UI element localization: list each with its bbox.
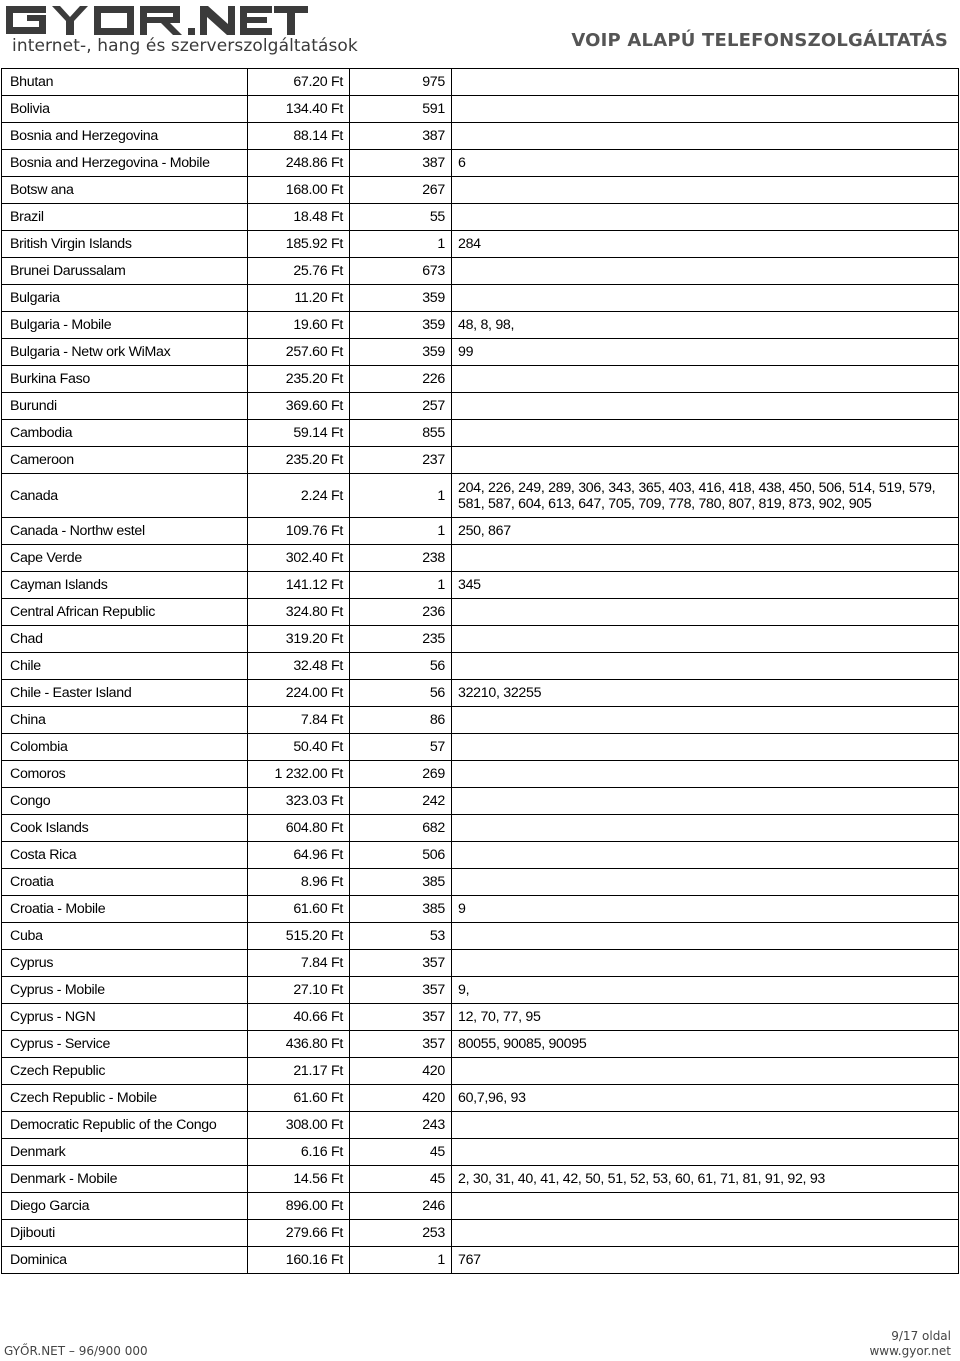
table-row [2, 950, 959, 977]
table-row [2, 123, 959, 150]
price-cell: 1 232.00 Ft [248, 761, 350, 788]
prefixes-cell: 767 [452, 1247, 959, 1274]
country-cell: Cyprus [2, 950, 248, 977]
country-code-cell: 235 [350, 626, 452, 653]
document-title: VOIP ALAPÚ TELEFONSZOLGÁLTATÁS [571, 30, 948, 51]
prefixes-cell [452, 96, 959, 123]
country-cell: Bosnia and Herzegovina [2, 123, 248, 150]
country-code-cell: 506 [350, 842, 452, 869]
country-code-cell: 57 [350, 734, 452, 761]
prefixes-cell: 80055, 90085, 90095 [452, 1031, 959, 1058]
table-row [2, 599, 959, 626]
price-cell: 7.84 Ft [248, 707, 350, 734]
prefixes-cell: 9, [452, 977, 959, 1004]
country-code-cell: 420 [350, 1085, 452, 1112]
prefixes-cell: 99 [452, 339, 959, 366]
prefixes-cell: 2, 30, 31, 40, 41, 42, 50, 51, 52, 53, 60, 61, 71, 81, 91, 92, 93 [452, 1166, 959, 1193]
country-code-cell: 359 [350, 312, 452, 339]
price-cell: 515.20 Ft [248, 923, 350, 950]
price-cell: 257.60 Ft [248, 339, 350, 366]
country-code-cell: 226 [350, 366, 452, 393]
country-code-cell: 269 [350, 761, 452, 788]
country-cell: Bolivia [2, 96, 248, 123]
price-cell: 59.14 Ft [248, 420, 350, 447]
country-cell: Denmark [2, 1139, 248, 1166]
country-code-cell: 359 [350, 339, 452, 366]
price-cell: 235.20 Ft [248, 366, 350, 393]
prefixes-cell: 9 [452, 896, 959, 923]
country-code-cell: 53 [350, 923, 452, 950]
country-code-cell: 86 [350, 707, 452, 734]
table-row [2, 1112, 959, 1139]
table-row [2, 1193, 959, 1220]
price-cell: 11.20 Ft [248, 285, 350, 312]
table-row [2, 545, 959, 572]
prefixes-cell [452, 1058, 959, 1085]
country-cell: Bulgaria - Mobile [2, 312, 248, 339]
prefixes-cell [452, 545, 959, 572]
table-row [2, 231, 959, 258]
country-code-cell: 1 [350, 518, 452, 545]
country-code-cell: 387 [350, 123, 452, 150]
country-cell: Congo [2, 788, 248, 815]
price-cell: 6.16 Ft [248, 1139, 350, 1166]
price-cell: 50.40 Ft [248, 734, 350, 761]
country-cell: Chile - Easter Island [2, 680, 248, 707]
country-cell: British Virgin Islands [2, 231, 248, 258]
country-cell: Colombia [2, 734, 248, 761]
country-cell: Brunei Darussalam [2, 258, 248, 285]
price-cell: 40.66 Ft [248, 1004, 350, 1031]
country-code-cell: 243 [350, 1112, 452, 1139]
table-row [2, 653, 959, 680]
prefixes-cell: 48, 8, 98, [452, 312, 959, 339]
country-code-cell: 1 [350, 1247, 452, 1274]
country-cell: Bosnia and Herzegovina - Mobile [2, 150, 248, 177]
prefixes-cell [452, 258, 959, 285]
country-cell: Czech Republic [2, 1058, 248, 1085]
country-code-cell: 56 [350, 653, 452, 680]
country-code-cell: 975 [350, 69, 452, 96]
table-row [2, 96, 959, 123]
table-row [2, 923, 959, 950]
prefixes-cell [452, 869, 959, 896]
table-row [2, 977, 959, 1004]
country-code-cell: 357 [350, 950, 452, 977]
logo-tagline: internet-, hang és szerverszolgáltatások [12, 36, 358, 56]
country-cell: Cape Verde [2, 545, 248, 572]
country-code-cell: 673 [350, 258, 452, 285]
country-cell: Bulgaria [2, 285, 248, 312]
price-cell: 224.00 Ft [248, 680, 350, 707]
prefixes-cell: 60,7,96, 93 [452, 1085, 959, 1112]
country-code-cell: 357 [350, 1004, 452, 1031]
table-row [2, 69, 959, 96]
country-cell: Chad [2, 626, 248, 653]
price-cell: 64.96 Ft [248, 842, 350, 869]
table-row [2, 1220, 959, 1247]
country-cell: Canada - Northw estel [2, 518, 248, 545]
price-cell: 141.12 Ft [248, 572, 350, 599]
prefixes-cell: 32210, 32255 [452, 680, 959, 707]
country-code-cell: 253 [350, 1220, 452, 1247]
prefixes-cell: 12, 70, 77, 95 [452, 1004, 959, 1031]
prefixes-cell [452, 599, 959, 626]
table-row [2, 285, 959, 312]
prefixes-cell [452, 923, 959, 950]
table-row [2, 1085, 959, 1112]
table-row [2, 518, 959, 545]
country-cell: Brazil [2, 204, 248, 231]
footer-right [869, 1329, 951, 1359]
country-cell: Cuba [2, 923, 248, 950]
country-cell: Chile [2, 653, 248, 680]
table-row [2, 842, 959, 869]
price-cell: 109.76 Ft [248, 518, 350, 545]
prefixes-cell [452, 626, 959, 653]
country-cell: Central African Republic [2, 599, 248, 626]
country-cell: Bulgaria - Netw ork WiMax [2, 339, 248, 366]
price-cell: 32.48 Ft [248, 653, 350, 680]
prefixes-cell [452, 447, 959, 474]
country-code-cell: 387 [350, 150, 452, 177]
price-cell: 134.40 Ft [248, 96, 350, 123]
country-code-cell: 267 [350, 177, 452, 204]
price-cell: 436.80 Ft [248, 1031, 350, 1058]
prefixes-cell [452, 69, 959, 96]
price-cell: 279.66 Ft [248, 1220, 350, 1247]
country-code-cell: 855 [350, 420, 452, 447]
table-row [2, 393, 959, 420]
price-cell: 14.56 Ft [248, 1166, 350, 1193]
country-cell: Croatia [2, 869, 248, 896]
country-cell: Democratic Republic of the Congo [2, 1112, 248, 1139]
country-cell: Bhutan [2, 69, 248, 96]
country-cell: Czech Republic - Mobile [2, 1085, 248, 1112]
price-cell: 88.14 Ft [248, 123, 350, 150]
prefixes-cell [452, 204, 959, 231]
table-row [2, 204, 959, 231]
price-cell: 369.60 Ft [248, 393, 350, 420]
country-cell: China [2, 707, 248, 734]
price-cell: 248.86 Ft [248, 150, 350, 177]
table-row [2, 312, 959, 339]
country-code-cell: 420 [350, 1058, 452, 1085]
country-cell: Cambodia [2, 420, 248, 447]
country-code-cell: 357 [350, 1031, 452, 1058]
prefixes-cell [452, 285, 959, 312]
country-cell: Costa Rica [2, 842, 248, 869]
price-cell: 160.16 Ft [248, 1247, 350, 1274]
country-code-cell: 246 [350, 1193, 452, 1220]
price-cell: 896.00 Ft [248, 1193, 350, 1220]
country-cell: Dominica [2, 1247, 248, 1274]
prefixes-cell [452, 1112, 959, 1139]
prefixes-cell [452, 1220, 959, 1247]
prefixes-cell [452, 1193, 959, 1220]
prefixes-cell: 250, 867 [452, 518, 959, 545]
price-cell: 323.03 Ft [248, 788, 350, 815]
country-code-cell: 385 [350, 896, 452, 923]
prefixes-cell [452, 761, 959, 788]
price-cell: 18.48 Ft [248, 204, 350, 231]
prefixes-cell [452, 707, 959, 734]
price-cell: 25.76 Ft [248, 258, 350, 285]
prefixes-cell [452, 815, 959, 842]
country-code-cell: 357 [350, 977, 452, 1004]
table-row [2, 150, 959, 177]
page-number: 9/17 oldal [891, 1329, 951, 1343]
price-cell: 324.80 Ft [248, 599, 350, 626]
rates-table [1, 68, 959, 1274]
table-row [2, 1031, 959, 1058]
table-row [2, 896, 959, 923]
country-code-cell: 237 [350, 447, 452, 474]
table-row [2, 1058, 959, 1085]
price-cell: 302.40 Ft [248, 545, 350, 572]
table-row [2, 420, 959, 447]
price-cell: 7.84 Ft [248, 950, 350, 977]
country-code-cell: 56 [350, 680, 452, 707]
price-cell: 61.60 Ft [248, 1085, 350, 1112]
country-cell: Cayman Islands [2, 572, 248, 599]
table-row [2, 177, 959, 204]
table-row [2, 815, 959, 842]
country-cell: Canada [2, 474, 248, 518]
prefixes-cell [452, 123, 959, 150]
prefixes-cell: 6 [452, 150, 959, 177]
country-code-cell: 385 [350, 869, 452, 896]
prefixes-cell: 204, 226, 249, 289, 306, 343, 365, 403, 416, 418, 438, 450, 506, 514, 519, 579, 581, 587, 604, 613, 647, 705, 709, 778, 780, 807, 819, 873, 902, 905 [452, 474, 959, 518]
table-row [2, 626, 959, 653]
prefixes-cell [452, 393, 959, 420]
country-cell: Cyprus - Service [2, 1031, 248, 1058]
table-row [2, 339, 959, 366]
country-cell: Burundi [2, 393, 248, 420]
table-row [2, 258, 959, 285]
country-cell: Burkina Faso [2, 366, 248, 393]
table-row [2, 1139, 959, 1166]
country-code-cell: 359 [350, 285, 452, 312]
country-cell: Cyprus - Mobile [2, 977, 248, 1004]
prefixes-cell [452, 734, 959, 761]
country-code-cell: 1 [350, 572, 452, 599]
rates-table-body [2, 69, 959, 1274]
country-cell: Comoros [2, 761, 248, 788]
footer-company-phone: GYŐR.NET – 96/900 000 [4, 1344, 148, 1358]
table-row [2, 572, 959, 599]
table-row [2, 1004, 959, 1031]
country-code-cell: 45 [350, 1139, 452, 1166]
prefixes-cell [452, 842, 959, 869]
gyor-net-logo [2, 2, 312, 36]
table-row [2, 680, 959, 707]
price-cell: 319.20 Ft [248, 626, 350, 653]
country-cell: Cameroon [2, 447, 248, 474]
price-cell: 8.96 Ft [248, 869, 350, 896]
country-code-cell: 55 [350, 204, 452, 231]
country-code-cell: 236 [350, 599, 452, 626]
country-cell: Djibouti [2, 1220, 248, 1247]
prefixes-cell [452, 788, 959, 815]
table-row [2, 1166, 959, 1193]
country-code-cell: 1 [350, 474, 452, 518]
country-code-cell: 1 [350, 231, 452, 258]
price-cell: 19.60 Ft [248, 312, 350, 339]
country-code-cell: 45 [350, 1166, 452, 1193]
price-cell: 61.60 Ft [248, 896, 350, 923]
prefixes-cell [452, 366, 959, 393]
prefixes-cell [452, 1139, 959, 1166]
price-cell: 21.17 Ft [248, 1058, 350, 1085]
table-row [2, 869, 959, 896]
table-row [2, 761, 959, 788]
table-row [2, 734, 959, 761]
page-header [0, 0, 960, 68]
prefixes-cell [452, 950, 959, 977]
price-cell: 235.20 Ft [248, 447, 350, 474]
prefixes-cell [452, 420, 959, 447]
price-cell: 308.00 Ft [248, 1112, 350, 1139]
price-cell: 168.00 Ft [248, 177, 350, 204]
price-cell: 2.24 Ft [248, 474, 350, 518]
table-row [2, 474, 959, 518]
price-cell: 27.10 Ft [248, 977, 350, 1004]
price-cell: 604.80 Ft [248, 815, 350, 842]
table-row [2, 707, 959, 734]
country-code-cell: 257 [350, 393, 452, 420]
table-row [2, 788, 959, 815]
country-code-cell: 238 [350, 545, 452, 572]
prefixes-cell: 284 [452, 231, 959, 258]
website-link[interactable]: www.gyor.net [869, 1344, 951, 1358]
country-cell: Denmark - Mobile [2, 1166, 248, 1193]
country-cell: Diego Garcia [2, 1193, 248, 1220]
country-code-cell: 242 [350, 788, 452, 815]
table-row [2, 1247, 959, 1274]
country-code-cell: 682 [350, 815, 452, 842]
prefixes-cell [452, 177, 959, 204]
price-cell: 185.92 Ft [248, 231, 350, 258]
table-row [2, 447, 959, 474]
country-cell: Cyprus - NGN [2, 1004, 248, 1031]
prefixes-cell [452, 653, 959, 680]
country-cell: Cook Islands [2, 815, 248, 842]
country-cell: Croatia - Mobile [2, 896, 248, 923]
table-row [2, 366, 959, 393]
prefixes-cell: 345 [452, 572, 959, 599]
price-cell: 67.20 Ft [248, 69, 350, 96]
country-cell: Botsw ana [2, 177, 248, 204]
country-code-cell: 591 [350, 96, 452, 123]
